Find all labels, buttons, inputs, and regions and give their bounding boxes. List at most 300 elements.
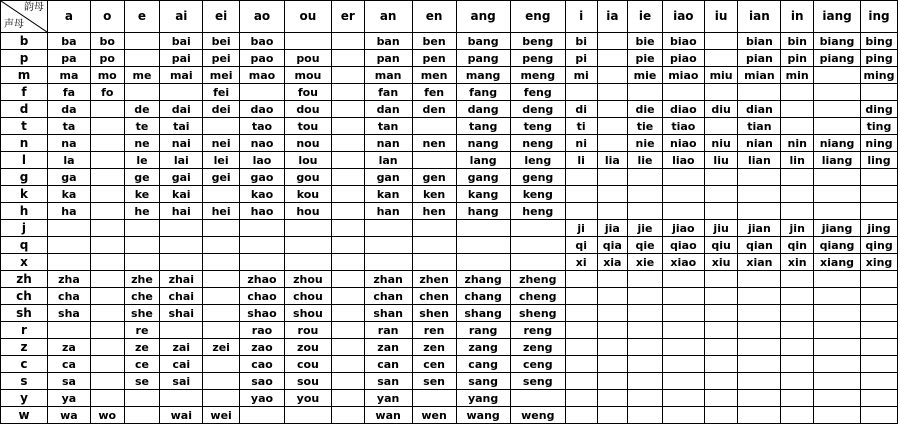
syllable-cell [284, 220, 331, 237]
syllable-cell: wen [412, 407, 456, 424]
syllable-cell [662, 356, 704, 373]
syllable-cell: zhou [284, 271, 331, 288]
syllable-cell: zan [364, 339, 412, 356]
syllable-cell [124, 84, 160, 101]
syllable-cell: ca [47, 356, 90, 373]
initial-cell: p [1, 50, 48, 67]
syllable-cell: pa [47, 50, 90, 67]
syllable-cell: pang [456, 50, 510, 67]
syllable-cell: wan [364, 407, 412, 424]
syllable-cell: pou [284, 50, 331, 67]
syllable-cell: nie [628, 135, 663, 152]
syllable-cell [124, 220, 160, 237]
final-header-cell: iao [662, 1, 704, 33]
syllable-cell [704, 373, 738, 390]
syllable-cell [662, 186, 704, 203]
syllable-cell [565, 339, 597, 356]
table-row [1, 407, 898, 424]
syllable-cell [738, 203, 781, 220]
syllable-cell [628, 305, 663, 322]
syllable-cell: chao [240, 288, 285, 305]
syllable-cell: nao [240, 135, 285, 152]
syllable-cell: piang [814, 50, 861, 67]
syllable-cell [203, 322, 240, 339]
syllable-cell: shou [284, 305, 331, 322]
syllable-cell [331, 407, 364, 424]
syllable-cell [240, 237, 285, 254]
syllable-cell [781, 356, 814, 373]
syllable-cell [240, 407, 285, 424]
syllable-cell: lan [364, 152, 412, 169]
syllable-cell [90, 118, 124, 135]
syllable-cell: can [364, 356, 412, 373]
syllable-cell [628, 356, 663, 373]
syllable-cell [565, 271, 597, 288]
syllable-cell: sang [456, 373, 510, 390]
syllable-cell [704, 271, 738, 288]
syllable-cell: hen [412, 203, 456, 220]
syllable-cell: ce [124, 356, 160, 373]
syllable-cell [704, 50, 738, 67]
syllable-cell: qi [565, 237, 597, 254]
syllable-cell [565, 84, 597, 101]
syllable-cell [662, 271, 704, 288]
syllable-cell: zeng [510, 339, 565, 356]
syllable-cell: tan [364, 118, 412, 135]
syllable-cell: qiu [704, 237, 738, 254]
syllable-cell: sao [240, 373, 285, 390]
syllable-cell: re [124, 322, 160, 339]
syllable-cell [781, 203, 814, 220]
syllable-cell [704, 169, 738, 186]
syllable-cell [90, 271, 124, 288]
syllable-cell [628, 407, 663, 424]
table-row [1, 322, 898, 339]
syllable-cell [124, 390, 160, 407]
syllable-cell: zou [284, 339, 331, 356]
syllable-cell: den [412, 101, 456, 118]
syllable-cell: kou [284, 186, 331, 203]
syllable-cell [861, 186, 898, 203]
syllable-cell [738, 271, 781, 288]
syllable-cell: liang [814, 152, 861, 169]
syllable-cell [861, 169, 898, 186]
syllable-cell [203, 271, 240, 288]
initial-cell: c [1, 356, 48, 373]
syllable-cell: qing [861, 237, 898, 254]
syllable-cell: piao [662, 50, 704, 67]
syllable-cell: zai [160, 339, 203, 356]
syllable-cell: xiu [704, 254, 738, 271]
initial-cell: q [1, 237, 48, 254]
syllable-cell [331, 254, 364, 271]
syllable-cell: se [124, 373, 160, 390]
syllable-cell: men [412, 67, 456, 84]
syllable-cell [704, 407, 738, 424]
syllable-cell: yao [240, 390, 285, 407]
table-row [1, 356, 898, 373]
syllable-cell [814, 322, 861, 339]
syllable-cell: ceng [510, 356, 565, 373]
syllable-cell [814, 101, 861, 118]
syllable-cell: bao [240, 33, 285, 50]
syllable-cell: ge [124, 169, 160, 186]
syllable-cell [597, 322, 628, 339]
final-header-cell: ai [160, 1, 203, 33]
syllable-cell [781, 186, 814, 203]
syllable-cell: ta [47, 118, 90, 135]
syllable-cell [456, 254, 510, 271]
syllable-cell: shao [240, 305, 285, 322]
syllable-cell [628, 390, 663, 407]
initial-cell: b [1, 33, 48, 50]
syllable-cell: mang [456, 67, 510, 84]
syllable-cell [704, 203, 738, 220]
syllable-cell: ze [124, 339, 160, 356]
syllable-cell: lao [240, 152, 285, 169]
syllable-cell: di [565, 101, 597, 118]
syllable-cell: de [124, 101, 160, 118]
syllable-cell: qiao [662, 237, 704, 254]
syllable-cell [364, 220, 412, 237]
syllable-cell [412, 118, 456, 135]
syllable-cell [861, 203, 898, 220]
syllable-cell: reng [510, 322, 565, 339]
syllable-cell [597, 67, 628, 84]
syllable-cell: ban [364, 33, 412, 50]
syllable-cell [47, 254, 90, 271]
syllable-cell: po [90, 50, 124, 67]
syllable-cell [565, 356, 597, 373]
syllable-cell: cou [284, 356, 331, 373]
syllable-cell [203, 288, 240, 305]
syllable-cell [662, 407, 704, 424]
syllable-cell: le [124, 152, 160, 169]
syllable-cell [814, 169, 861, 186]
syllable-cell: lian [738, 152, 781, 169]
syllable-cell: lai [160, 152, 203, 169]
final-header-cell: ian [738, 1, 781, 33]
syllable-cell: fo [90, 84, 124, 101]
table-row [1, 101, 898, 118]
syllable-cell [240, 220, 285, 237]
syllable-cell: nin [781, 135, 814, 152]
syllable-cell: liao [662, 152, 704, 169]
syllable-cell [597, 50, 628, 67]
syllable-cell [597, 135, 628, 152]
table-row [1, 271, 898, 288]
syllable-cell [738, 373, 781, 390]
syllable-cell: han [364, 203, 412, 220]
syllable-cell: jing [861, 220, 898, 237]
table-row [1, 373, 898, 390]
table-row [1, 135, 898, 152]
initial-cell: x [1, 254, 48, 271]
syllable-cell: zei [203, 339, 240, 356]
syllable-cell [90, 322, 124, 339]
syllable-cell [814, 67, 861, 84]
syllable-cell: kan [364, 186, 412, 203]
syllable-cell: sai [160, 373, 203, 390]
syllable-cell [704, 390, 738, 407]
syllable-cell: gen [412, 169, 456, 186]
syllable-cell [203, 220, 240, 237]
syllable-cell [704, 356, 738, 373]
syllable-cell: chan [364, 288, 412, 305]
syllable-cell [597, 169, 628, 186]
syllable-cell: fei [203, 84, 240, 101]
syllable-cell: cha [47, 288, 90, 305]
syllable-cell [704, 84, 738, 101]
syllable-cell [597, 288, 628, 305]
syllable-cell: zen [412, 339, 456, 356]
syllable-cell [203, 390, 240, 407]
syllable-cell [662, 390, 704, 407]
syllable-cell: ne [124, 135, 160, 152]
initial-cell: z [1, 339, 48, 356]
syllable-cell [565, 186, 597, 203]
syllable-cell [124, 407, 160, 424]
syllable-cell: xi [565, 254, 597, 271]
syllable-cell: geng [510, 169, 565, 186]
syllable-cell: ma [47, 67, 90, 84]
syllable-cell: sa [47, 373, 90, 390]
final-header-cell: an [364, 1, 412, 33]
syllable-cell: nang [456, 135, 510, 152]
syllable-cell: pei [203, 50, 240, 67]
syllable-cell: tao [240, 118, 285, 135]
syllable-cell: ni [565, 135, 597, 152]
syllable-cell [814, 118, 861, 135]
syllable-cell: ming [861, 67, 898, 84]
syllable-cell: wo [90, 407, 124, 424]
syllable-cell [597, 33, 628, 50]
syllable-cell [331, 84, 364, 101]
syllable-cell: gou [284, 169, 331, 186]
final-header-cell: i [565, 1, 597, 33]
syllable-cell [597, 373, 628, 390]
syllable-cell [814, 186, 861, 203]
syllable-cell: bai [160, 33, 203, 50]
syllable-cell [565, 373, 597, 390]
syllable-cell [781, 271, 814, 288]
initial-cell: w [1, 407, 48, 424]
syllable-cell: man [364, 67, 412, 84]
final-header-cell: a [47, 1, 90, 33]
syllable-cell: chang [456, 288, 510, 305]
syllable-cell [597, 84, 628, 101]
syllable-cell: hao [240, 203, 285, 220]
syllable-cell: miao [662, 67, 704, 84]
syllable-cell [565, 407, 597, 424]
syllable-cell: jia [597, 220, 628, 237]
syllable-cell: qian [738, 237, 781, 254]
syllable-cell [861, 390, 898, 407]
syllable-cell: xing [861, 254, 898, 271]
syllable-cell [160, 220, 203, 237]
syllable-cell [814, 305, 861, 322]
syllable-cell [814, 288, 861, 305]
syllable-cell [331, 339, 364, 356]
syllable-cell [781, 322, 814, 339]
table-row [1, 152, 898, 169]
syllable-cell [781, 169, 814, 186]
syllable-cell: jiu [704, 220, 738, 237]
syllable-cell [628, 203, 663, 220]
syllable-cell [814, 84, 861, 101]
initial-cell: ch [1, 288, 48, 305]
corner-initials-label: 声母 [4, 19, 24, 30]
syllable-cell [284, 407, 331, 424]
syllable-cell [781, 288, 814, 305]
syllable-cell: hai [160, 203, 203, 220]
syllable-cell [662, 305, 704, 322]
syllable-cell [284, 33, 331, 50]
syllable-cell [331, 305, 364, 322]
syllable-cell: gang [456, 169, 510, 186]
syllable-cell: tang [456, 118, 510, 135]
syllable-cell: cang [456, 356, 510, 373]
syllable-cell [704, 322, 738, 339]
syllable-cell [704, 186, 738, 203]
syllable-cell: diu [704, 101, 738, 118]
table-row [1, 288, 898, 305]
syllable-cell: jin [781, 220, 814, 237]
syllable-cell: lia [597, 152, 628, 169]
syllable-cell: nei [203, 135, 240, 152]
syllable-cell: beng [510, 33, 565, 50]
syllable-cell: weng [510, 407, 565, 424]
syllable-cell [160, 254, 203, 271]
syllable-cell: ba [47, 33, 90, 50]
syllable-cell [284, 254, 331, 271]
syllable-cell [814, 390, 861, 407]
syllable-cell: mian [738, 67, 781, 84]
syllable-cell: zhai [160, 271, 203, 288]
syllable-cell: mai [160, 67, 203, 84]
syllable-cell [331, 169, 364, 186]
syllable-cell: qin [781, 237, 814, 254]
syllable-cell [565, 322, 597, 339]
syllable-cell: ji [565, 220, 597, 237]
syllable-cell: chen [412, 288, 456, 305]
table-row [1, 203, 898, 220]
finals-header-row [1, 1, 898, 33]
syllable-cell [597, 339, 628, 356]
syllable-cell: cheng [510, 288, 565, 305]
syllable-cell: ti [565, 118, 597, 135]
syllable-cell: shai [160, 305, 203, 322]
syllable-cell: za [47, 339, 90, 356]
final-header-cell: e [124, 1, 160, 33]
syllable-cell [861, 407, 898, 424]
syllable-cell: dai [160, 101, 203, 118]
syllable-cell: na [47, 135, 90, 152]
syllable-cell: rou [284, 322, 331, 339]
initial-cell: g [1, 169, 48, 186]
syllable-cell [738, 288, 781, 305]
syllable-cell [662, 169, 704, 186]
initial-cell: j [1, 220, 48, 237]
syllable-cell: wei [203, 407, 240, 424]
syllable-cell [628, 186, 663, 203]
syllable-cell [203, 254, 240, 271]
syllable-cell: neng [510, 135, 565, 152]
initial-cell: t [1, 118, 48, 135]
final-header-cell: ia [597, 1, 628, 33]
table-corner-cell [1, 1, 48, 33]
table-row [1, 390, 898, 407]
syllable-cell [47, 237, 90, 254]
syllable-cell: wa [47, 407, 90, 424]
initial-cell: d [1, 101, 48, 118]
syllable-cell [861, 305, 898, 322]
syllable-cell: me [124, 67, 160, 84]
syllable-cell: sen [412, 373, 456, 390]
syllable-cell: tian [738, 118, 781, 135]
syllable-cell: kao [240, 186, 285, 203]
initial-cell: y [1, 390, 48, 407]
syllable-cell: zhe [124, 271, 160, 288]
syllable-cell: rang [456, 322, 510, 339]
syllable-cell: niu [704, 135, 738, 152]
syllable-cell: nian [738, 135, 781, 152]
syllable-cell [90, 203, 124, 220]
syllable-cell: xiang [814, 254, 861, 271]
syllable-cell [331, 220, 364, 237]
syllable-cell: diao [662, 101, 704, 118]
syllable-cell [47, 322, 90, 339]
syllable-cell [781, 373, 814, 390]
syllable-cell: niao [662, 135, 704, 152]
syllable-cell: pao [240, 50, 285, 67]
syllable-cell [203, 118, 240, 135]
syllable-cell: zheng [510, 271, 565, 288]
syllable-cell [90, 169, 124, 186]
syllable-cell [412, 254, 456, 271]
syllable-cell: nou [284, 135, 331, 152]
syllable-cell [124, 237, 160, 254]
syllable-cell: li [565, 152, 597, 169]
syllable-cell [814, 271, 861, 288]
syllable-cell: ken [412, 186, 456, 203]
syllable-cell [628, 373, 663, 390]
final-header-cell: ao [240, 1, 285, 33]
syllable-cell: gei [203, 169, 240, 186]
final-header-cell: eng [510, 1, 565, 33]
syllable-cell: wang [456, 407, 510, 424]
syllable-cell [331, 33, 364, 50]
syllable-cell [90, 186, 124, 203]
syllable-cell [331, 390, 364, 407]
syllable-cell: ha [47, 203, 90, 220]
syllable-cell [861, 271, 898, 288]
syllable-cell: heng [510, 203, 565, 220]
syllable-cell: mou [284, 67, 331, 84]
syllable-cell [814, 407, 861, 424]
syllable-cell [628, 322, 663, 339]
syllable-cell: ga [47, 169, 90, 186]
table-row [1, 169, 898, 186]
syllable-cell: nen [412, 135, 456, 152]
syllable-cell [160, 390, 203, 407]
syllable-cell: ling [861, 152, 898, 169]
syllable-cell: shang [456, 305, 510, 322]
syllable-cell: san [364, 373, 412, 390]
syllable-cell [90, 288, 124, 305]
syllable-cell: mo [90, 67, 124, 84]
syllable-cell [331, 373, 364, 390]
